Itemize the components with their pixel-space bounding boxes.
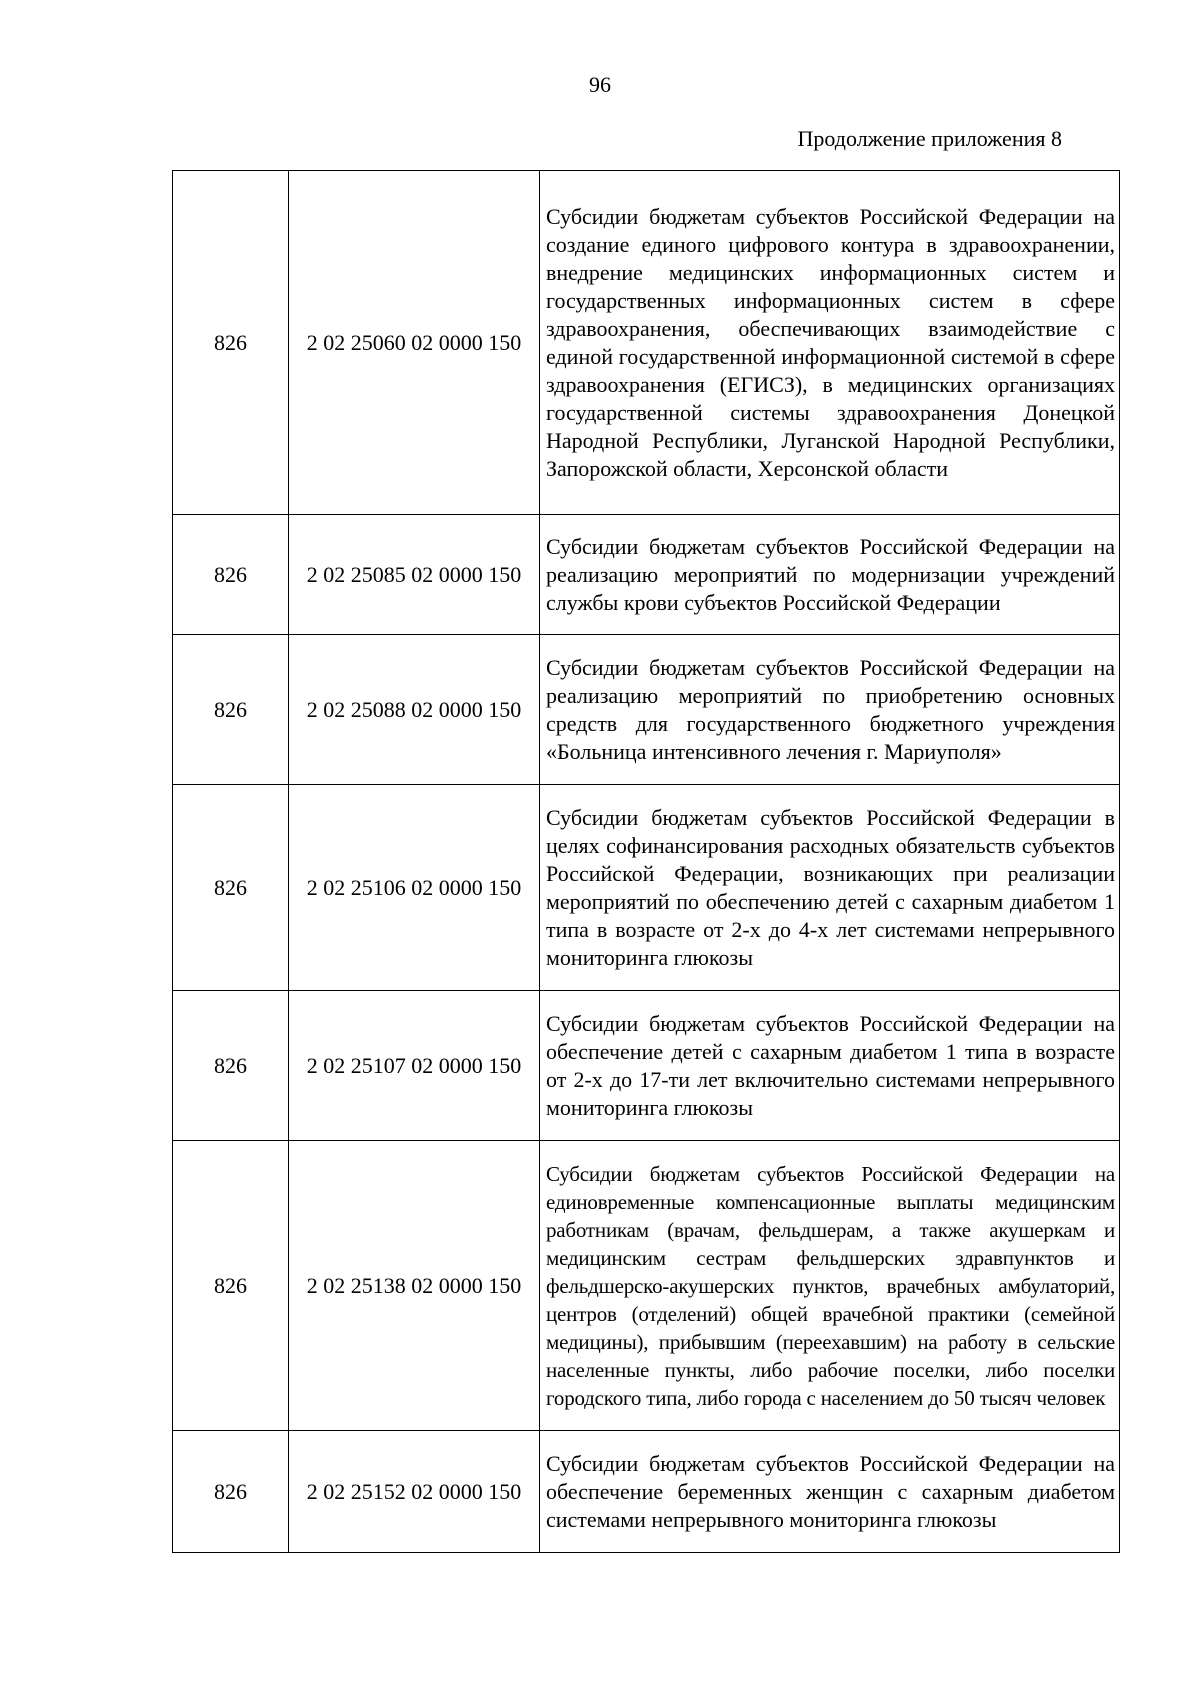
budget-code-cell: 2 02 25060 02 0000 150 — [289, 171, 540, 515]
table-row — [173, 1431, 1120, 1553]
table-row — [173, 515, 1120, 635]
admin-code-cell: 826 — [173, 635, 289, 785]
admin-code-cell: 826 — [173, 1141, 289, 1431]
admin-code-cell: 826 — [173, 171, 289, 515]
budget-code-cell: 2 02 25107 02 0000 150 — [289, 991, 540, 1141]
revenue-name-cell: Субсидии бюджетам субъектов Российской Федерации на реализацию мероприятий по модернизации учреждений службы крови субъектов Российской Федерации — [540, 515, 1120, 635]
budget-code-cell: 2 02 25088 02 0000 150 — [289, 635, 540, 785]
revenue-name-cell: Субсидии бюджетам субъектов Российской Федерации на создание единого цифрового контура в здравоохранении, внедрение медицинских информационных систем и государственных информационных систем в сфере здравоохранения, обеспечивающих взаимодействие с единой государственной информационной системой в сфере здравоохранения (ЕГИСЗ), в медицинских организациях государственной системы здравоохранения Донецкой Народной Республики, Луганской Народной Республики, Запорожской области, Херсонской области — [540, 171, 1120, 515]
admin-code-cell: 826 — [173, 515, 289, 635]
admin-code-cell: 826 — [173, 1431, 289, 1553]
revenue-name-cell: Субсидии бюджетам субъектов Российской Федерации в целях софинансирования расходных обязательств субъектов Российской Федерации, возникающих при реализации мероприятий по обеспечению детей с сахарным диабетом 1 типа в возрасте от 2-х до 4-х лет системами непрерывного мониторинга глюкозы — [540, 785, 1120, 991]
budget-code-cell: 2 02 25085 02 0000 150 — [289, 515, 540, 635]
table-row — [173, 1141, 1120, 1431]
budget-code-cell: 2 02 25152 02 0000 150 — [289, 1431, 540, 1553]
budget-code-cell: 2 02 25138 02 0000 150 — [289, 1141, 540, 1431]
table-row — [173, 785, 1120, 991]
appendix-continuation-title: Продолжение приложения 8 — [797, 126, 1062, 151]
budget-code-cell: 2 02 25106 02 0000 150 — [289, 785, 540, 991]
table-row — [173, 991, 1120, 1141]
revenue-name-cell: Субсидии бюджетам субъектов Российской Федерации на реализацию мероприятий по приобретению основных средств для государственного бюджетного учреждения «Больница интенсивного лечения г. Мариуполя» — [540, 635, 1120, 785]
revenue-name-cell: Субсидии бюджетам субъектов Российской Федерации на обеспечение детей с сахарным диабетом 1 типа в возрасте от 2-х до 17-ти лет включительно системами непрерывного мониторинга глюкозы — [540, 991, 1120, 1141]
page-number: 96 — [589, 72, 611, 97]
revenue-name-cell: Субсидии бюджетам субъектов Российской Федерации на единовременные компенсационные выплаты медицинским работникам (врачам, фельдшерам, а также акушеркам и медицинским сестрам фельдшерских здравпунктов и фельдшерско-акушерских пунктов, врачебных амбулаторий, центров (отделений) общей врачебной практики (семейной медицины), прибывшим (переехавшим) на работу в сельские населенные пункты, либо рабочие поселки, либо поселки городского типа, либо города с населением до 50 тысяч человек — [540, 1141, 1120, 1431]
table-row — [173, 635, 1120, 785]
admin-code-cell: 826 — [173, 991, 289, 1141]
budget-classification-table — [172, 170, 1120, 1553]
admin-code-cell: 826 — [173, 785, 289, 991]
revenue-name-cell: Субсидии бюджетам субъектов Российской Федерации на обеспечение беременных женщин с сахарным диабетом системами непрерывного мониторинга глюкозы — [540, 1431, 1120, 1553]
table-row — [173, 171, 1120, 515]
